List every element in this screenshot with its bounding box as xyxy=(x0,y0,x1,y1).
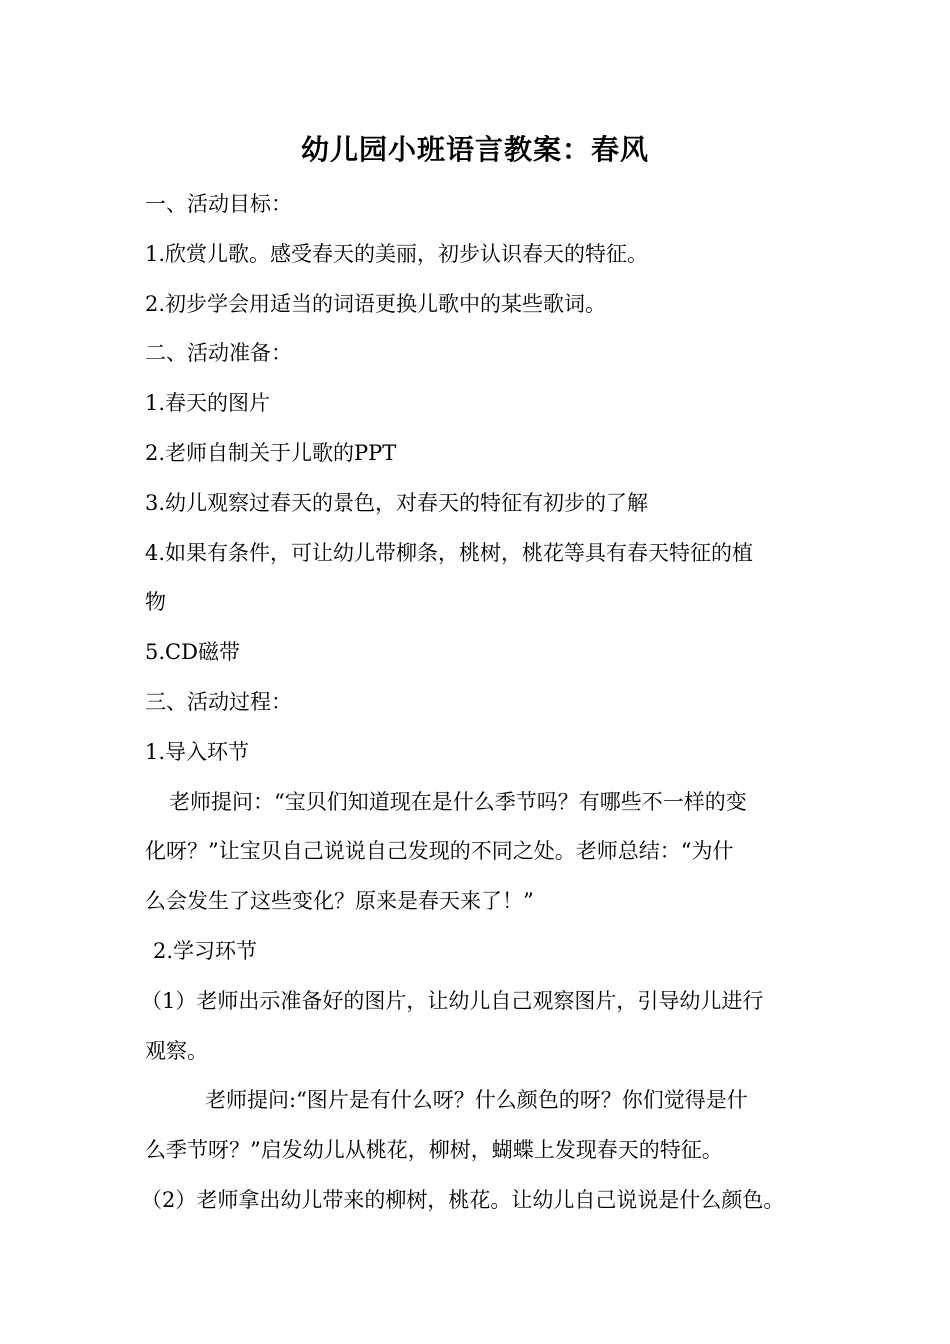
section-heading-goals: 一、活动目标： xyxy=(145,192,292,216)
prep-item-3: 3.幼儿观察过春天的景色，对春天的特征有初步的了解 xyxy=(145,490,649,515)
process-step-2-heading: 2.学习环节 xyxy=(153,938,258,963)
paragraph-line: 老师提问：“宝贝们知道现在是什么季节吗？有哪些不一样的变 xyxy=(169,789,747,814)
prep-item-1: 1.春天的图片 xyxy=(145,391,271,416)
prep-item-2: 2.老师自制关于儿歌的PPT xyxy=(145,440,397,465)
paragraph-line: 观察。 xyxy=(145,1038,208,1063)
process-step-1-heading: 1.导入环节 xyxy=(145,739,250,764)
section-heading-process: 三、活动过程： xyxy=(145,689,292,714)
paragraph-line: （1）老师出示准备好的图片，让幼儿自己观察图片，引导幼儿进行 xyxy=(141,988,764,1013)
prep-item-5: 5.CD磁带 xyxy=(145,640,240,665)
document-title: 幼儿园小班语言教案：春风 xyxy=(300,133,649,166)
paragraph-line: 化呀？”让宝贝自己说说自己发现的不同之处。老师总结：“为什 xyxy=(145,839,734,864)
paragraph-line: 么会发生了这些变化？原来是春天来了！” xyxy=(145,889,534,914)
paragraph-line: （2）老师拿出幼儿带来的柳树，桃花。让幼儿自己说说是什么颜色。 xyxy=(141,1187,785,1212)
goal-item-2: 2.初步学会用适当的词语更换儿歌中的某些歌词。 xyxy=(145,291,607,316)
prep-item-4-continued: 物 xyxy=(145,590,166,615)
document-body xyxy=(141,180,825,1226)
paragraph-line: 老师提问:“图片是有什么呀？什么颜色的呀？你们觉得是什 xyxy=(205,1088,748,1113)
paragraph-line: 么季节呀？”启发幼儿从桃花，柳树，蝴蝶上发现春天的特征。 xyxy=(145,1138,723,1163)
goal-item-1: 1.欣赏儿歌。感受春天的美丽，初步认识春天的特征。 xyxy=(145,241,649,266)
section-heading-preparation: 二、活动准备： xyxy=(145,341,292,366)
prep-item-4: 4.如果有条件，可让幼儿带柳条，桃树，桃花等具有春天特征的植 xyxy=(145,540,754,565)
